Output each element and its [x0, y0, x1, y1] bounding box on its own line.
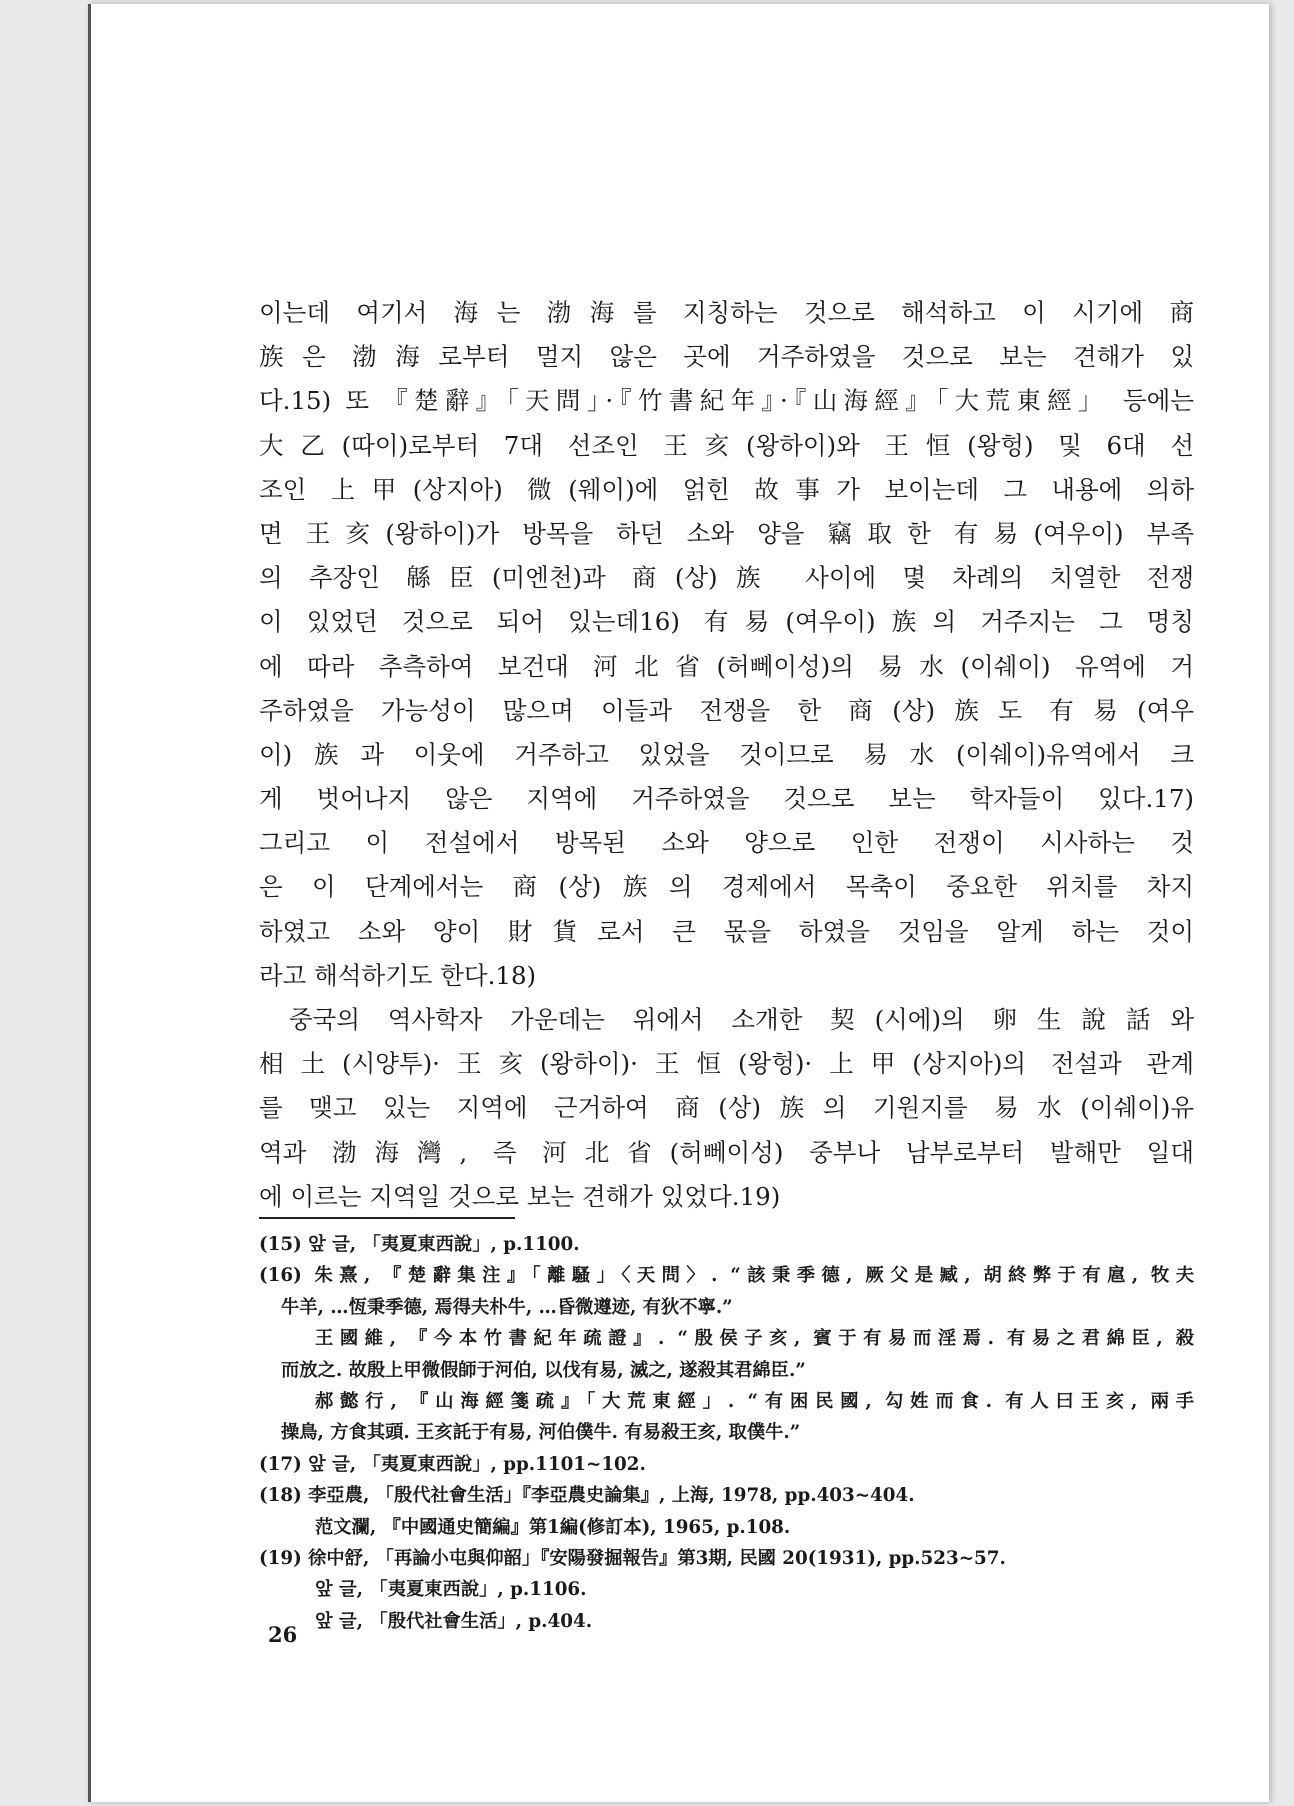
- footnote-19: (19) 徐中舒, 「再論小屯與仰韶」『安陽發掘報告』第3期, 民國 20(1931), pp.523~57.: [259, 1547, 1006, 1569]
- footnote-19-cont: 앞 글, 「殷代社會生活」, p.404.: [315, 1610, 593, 1632]
- body-line: 의 추장인 緜臣(미엔천)과 商(상)族 사이에 몇 차례의 치열한 전쟁: [259, 563, 1194, 593]
- body-line: 주하였을 가능성이 많으며 이들과 전쟁을 한 商(상)族도 有易(여우: [259, 695, 1194, 725]
- footnote-15: (15) 앞 글, 「夷夏東西說」, p.1100.: [259, 1234, 580, 1255]
- footnote-16-cont: 王國維, 『今本竹書紀年疏證』. “殷侯子亥, 賓于有易而淫焉. 有易之君綿臣, 殺: [315, 1328, 1194, 1350]
- body-line: 族은 渤海로부터 멀지 않은 곳에 거주하였을 것으로 보는 견해가 있: [259, 342, 1194, 372]
- body-line: 중국의 역사학자 가운데는 위에서 소개한 契(시에)의 卵生說話와: [289, 1005, 1194, 1034]
- body-line: 이)族과 이웃에 거주하고 있었을 것이므로 易水(이쉐이)유역에서 크: [259, 739, 1194, 769]
- footnote-17: (17) 앞 글, 「夷夏東西說」, pp.1101~102.: [259, 1453, 646, 1475]
- footnote-16-cont: 郝懿行, 『山海經箋疏』「大荒東經」. “有困民國, 勾姓而食. 有人曰王亥, 兩手: [315, 1390, 1194, 1412]
- body-line: 역과 渤海灣, 즉 河北省(허뻬이성) 중부나 남부로부터 발해만 일대: [259, 1137, 1194, 1167]
- body-line: 相土(시양투)·王亥(왕하이)·王恒(왕헝)·上甲(상지아)의 전설과 관계: [259, 1049, 1194, 1079]
- footnote-16: (16) 朱熹, 『楚辭集注』「離騷」〈天問〉. “該秉季德, 厥父是臧, 胡終弊于有扈, 牧夫: [259, 1265, 1194, 1287]
- body-line: 게 벗어나지 않은 지역에 거주하였을 것으로 보는 학자들이 있다.17): [259, 784, 1194, 814]
- footnote-divider: [259, 1217, 515, 1219]
- footnote-16-cont: 操鳥, 方食其頭. 王亥託于有易, 河伯僕牛. 有易殺王亥, 取僕牛.”: [281, 1422, 801, 1444]
- footnotes: [259, 1229, 1194, 1637]
- footnote-16-cont: 牛羊, …恆秉季德, 焉得夫朴牛, …昏微遵迹, 有狄不寧.”: [281, 1296, 733, 1318]
- body-line: 에 이르는 지역일 것으로 보는 견해가 있었다.19): [259, 1181, 781, 1211]
- body-line: 라고 해석하기도 한다.18): [259, 960, 537, 990]
- body-line: 그리고 이 전설에서 방목된 소와 양으로 인한 전쟁이 시사하는 것: [259, 828, 1194, 858]
- footnote-16-cont: 而放之. 故殷上甲微假師于河伯, 以伐有易, 滅之, 遂殺其君綿臣.”: [281, 1359, 806, 1381]
- body-line: 다.15) 또 『楚辭』「天問」·『竹書紀年』·『山海經』「大荒東經」 등에는: [259, 386, 1194, 416]
- footnote-19-cont: 앞 글, 「夷夏東西說」, p.1106.: [315, 1579, 587, 1601]
- footnote-18-cont: 范文瀾, 『中國通史簡編』第1編(修訂本), 1965, p.108.: [315, 1516, 791, 1538]
- body-line: 이는데 여기서 海는 渤海를 지칭하는 것으로 해석하고 이 시기에 商: [259, 298, 1194, 327]
- body-line: 에 따라 추측하여 보건대 河北省(허뻬이성)의 易水(이쉐이) 유역에 거: [259, 651, 1194, 681]
- body-line: 大乙(따이)로부터 7대 선조인 王亥(왕하이)와 王恒(왕헝) 및 6대 선: [259, 430, 1194, 460]
- body-line: 면 王亥(왕하이)가 방목을 하던 소와 양을 竊取한 有易(여우이) 부족: [259, 518, 1194, 548]
- footnote-18: (18) 李亞農, 「殷代社會生活」『李亞農史論集』, 上海, 1978, pp.403~404.: [259, 1485, 915, 1507]
- book-page: [88, 4, 1269, 1802]
- body-text: [259, 291, 1194, 1219]
- body-line: 하였고 소와 양이 財貨로서 큰 몫을 하였을 것임을 알게 하는 것이: [259, 916, 1194, 946]
- body-line: 를 맺고 있는 지역에 근거하여 商(상)族의 기원지를 易水(이쉐이)유: [259, 1093, 1194, 1123]
- body-line: 은 이 단계에서는 商(상)族의 경제에서 목축이 중요한 위치를 차지: [259, 872, 1194, 902]
- body-line: 조인 上甲(상지아) 微(웨이)에 얽힌 故事가 보이는데 그 내용에 의하: [259, 474, 1194, 504]
- page-number: 26: [268, 1622, 298, 1647]
- body-line: 이 있었던 것으로 되어 있는데16) 有易(여우이)族의 거주지는 그 명칭: [259, 607, 1194, 637]
